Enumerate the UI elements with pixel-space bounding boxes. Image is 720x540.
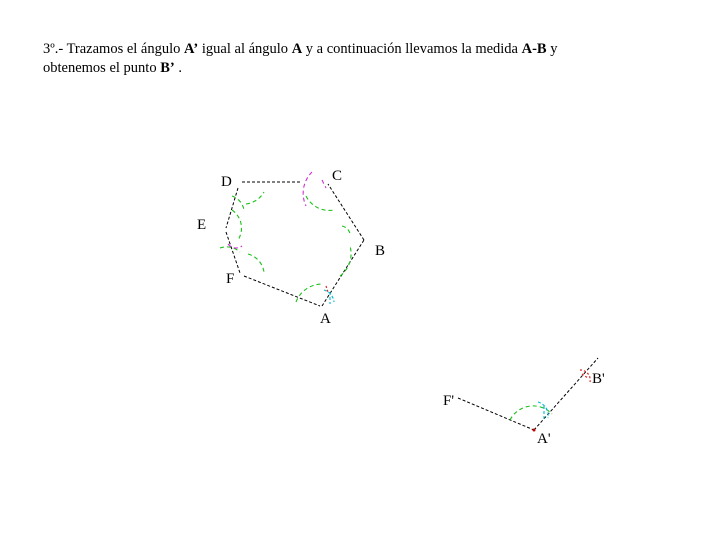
segment-a-prime-b-prime xyxy=(534,358,598,430)
label-f-prime: F' xyxy=(443,393,455,409)
caption-text: igual al ángulo xyxy=(198,41,292,57)
caption-text: 3º.- Trazamos el ángulo xyxy=(43,41,185,57)
transferred-angle xyxy=(458,358,598,432)
arc-cyan-a-prime xyxy=(538,402,548,418)
label-a: A xyxy=(320,311,331,327)
arc-at-d xyxy=(246,192,264,204)
edge-e-f xyxy=(226,232,240,273)
edge-f-a xyxy=(244,276,320,306)
label-a-prime: A' xyxy=(537,431,551,447)
edge-d-e xyxy=(226,188,238,228)
label-b-prime: B' xyxy=(592,371,605,387)
point-a-prime xyxy=(533,429,536,432)
arc-at-b xyxy=(340,246,351,276)
arc-at-b-upper xyxy=(342,226,350,234)
caption-text: y xyxy=(546,41,558,57)
caption-text: y a continuación llevamos la medida xyxy=(302,41,522,57)
tick-magenta-c xyxy=(322,180,326,188)
edge-a-b xyxy=(322,240,364,306)
caption-bold-a-prime: A’ xyxy=(184,41,199,57)
edge-b-c xyxy=(328,184,364,240)
label-b: B xyxy=(375,243,386,259)
arc-at-a xyxy=(296,284,322,302)
label-d: D xyxy=(221,174,232,190)
construction-arcs-green xyxy=(220,192,351,302)
arc-magenta-c xyxy=(303,172,312,206)
caption-bold-a: A xyxy=(291,41,303,57)
hexagon xyxy=(226,182,364,306)
arc-at-f xyxy=(248,254,264,272)
label-c: C xyxy=(332,168,343,184)
segment-f-prime-a-prime xyxy=(458,398,534,430)
caption-bold-b-prime: B’ xyxy=(160,60,175,76)
label-f: F xyxy=(226,271,235,287)
caption-text: . xyxy=(174,60,182,76)
caption-bold-ab: A-B xyxy=(521,41,547,57)
tick-red-b-prime xyxy=(582,374,588,378)
caption-text: obtenemos el punto xyxy=(43,60,161,76)
label-e: E xyxy=(197,217,207,233)
arc-at-e xyxy=(232,210,241,240)
arc-at-c xyxy=(306,196,334,210)
